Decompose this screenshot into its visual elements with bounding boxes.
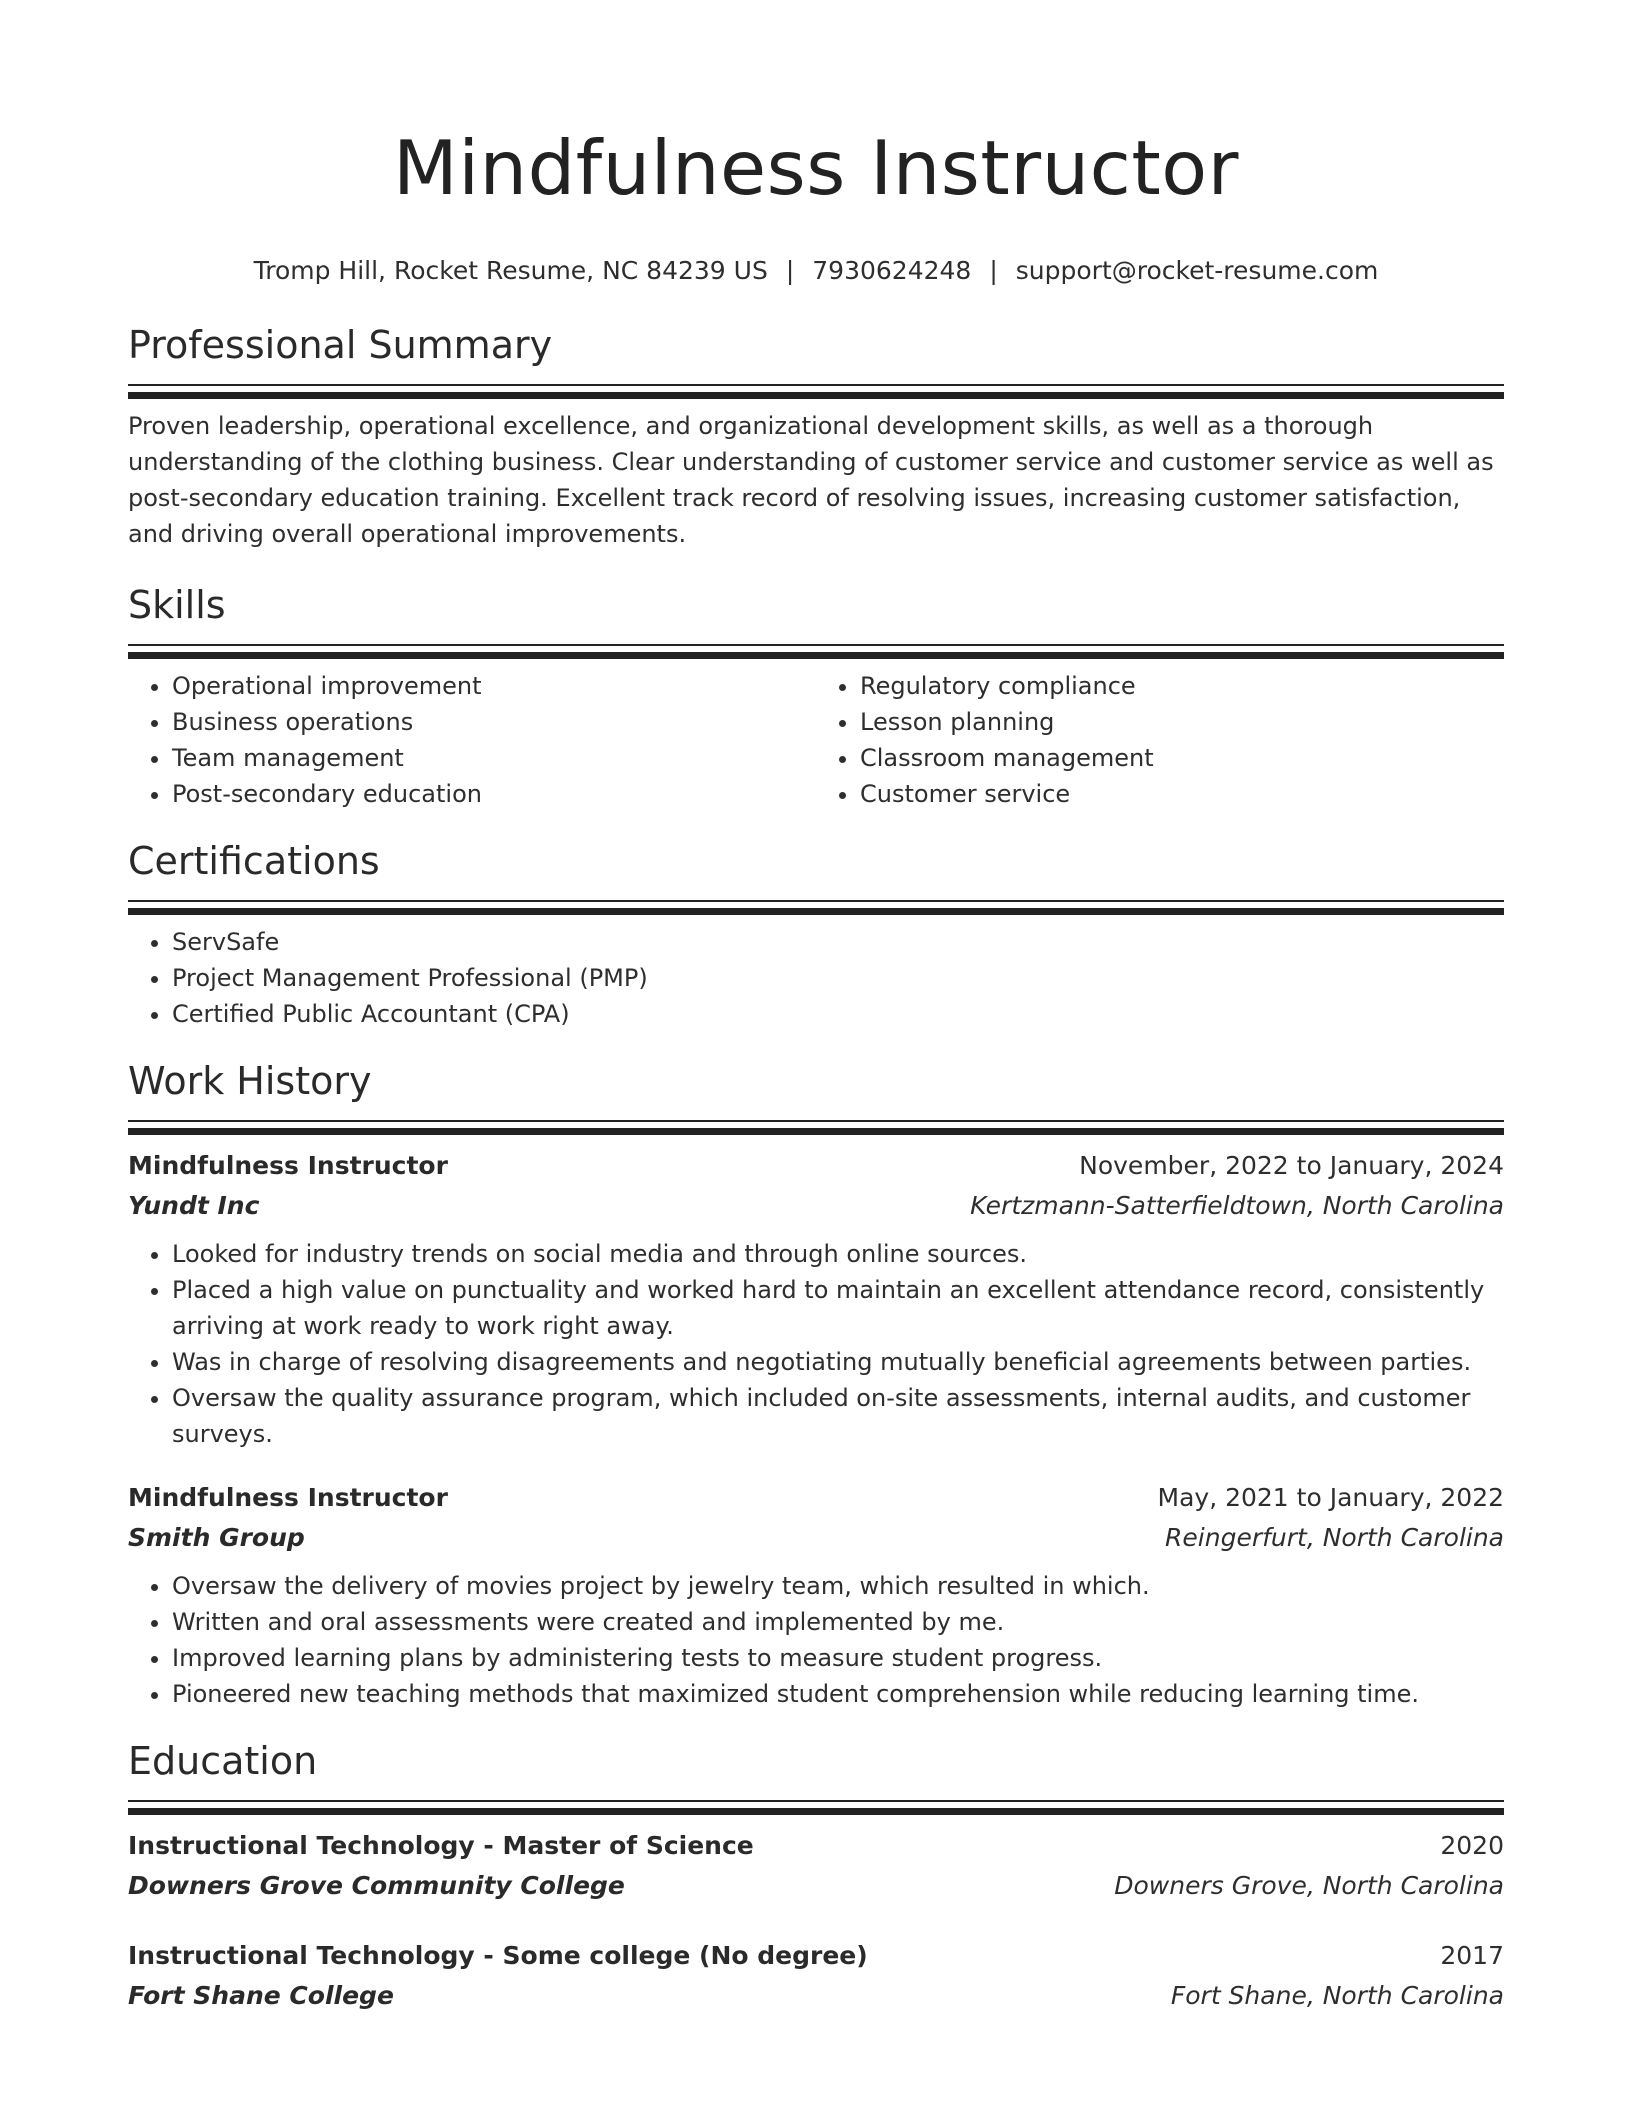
certification-item: • Certified Public Accountant (CPA) [172, 996, 1504, 1032]
skill-item: • Team management [172, 740, 816, 776]
job-location: Reingerfurt, North Carolina [1165, 1523, 1504, 1552]
skill-item: • Business operations [172, 704, 816, 740]
resume-name: Mindfulness Instructor [393, 124, 1239, 212]
job-location: Kertzmann-Satterfieldtown, North Carolina [970, 1191, 1504, 1220]
skill-item: • Operational improvement [172, 668, 816, 704]
skill-item: • Lesson planning [860, 704, 1504, 740]
job-bullet: • Placed a high value on punctuality and worked hard to maintain an excellent attendance record, consistently arriving at work ready to work right away. [172, 1272, 1504, 1344]
contact-phone: 7930624248 [812, 256, 972, 285]
job-bullet: • Was in charge of resolving disagreements and negotiating mutually beneficial agreements between parties. [172, 1344, 1504, 1380]
job-dates: May, 2021 to January, 2022 [1157, 1483, 1504, 1512]
skills-list-right [816, 668, 1504, 812]
education-year: 2020 [1440, 1831, 1504, 1860]
skill-item: • Regulatory compliance [860, 668, 1504, 704]
section-title-education: Education [128, 1739, 318, 1783]
summary-section [128, 320, 1504, 552]
work-history-section [128, 1056, 1504, 1712]
job-entry [128, 1478, 1504, 1712]
job-bullet: • Looked for industry trends on social media and through online sources. [172, 1236, 1504, 1272]
education-school: Downers Grove Community College [128, 1871, 625, 1900]
skill-item: • Customer service [860, 776, 1504, 812]
certifications-list [128, 924, 1504, 1032]
contact-email: support@rocket-resume.com [1015, 256, 1379, 285]
certification-item: • ServSafe [172, 924, 1504, 960]
education-degree: Instructional Technology - Master of Science [128, 1831, 754, 1860]
skills-grid [128, 668, 1504, 812]
section-title-summary: Professional Summary [128, 323, 553, 367]
job-bullet: • Written and oral assessments were created and implemented by me. [172, 1604, 1504, 1640]
section-title-skills: Skills [128, 583, 226, 627]
education-location: Fort Shane, North Carolina [1170, 1981, 1504, 2010]
job-bullet: • Improved learning plans by administering tests to measure student progress. [172, 1640, 1504, 1676]
job-dates: November, 2022 to January, 2024 [1079, 1151, 1504, 1180]
job-entry [128, 1146, 1504, 1452]
section-divider [128, 384, 1504, 390]
education-entry [128, 1826, 1504, 1906]
skill-item: • Classroom management [860, 740, 1504, 776]
education-school: Fort Shane College [128, 1981, 394, 2010]
skill-item: • Post-secondary education [172, 776, 816, 812]
education-entry [128, 1936, 1504, 2016]
section-divider [128, 1120, 1504, 1126]
skills-list-left [128, 668, 816, 812]
section-divider [128, 1800, 1504, 1806]
job-title: Mindfulness Instructor [128, 1483, 448, 1512]
job-bullets [128, 1236, 1504, 1452]
section-divider [128, 644, 1504, 650]
contact-separator: | [989, 256, 998, 285]
job-bullet: • Oversaw the delivery of movies project by jewelry team, which resulted in which. [172, 1568, 1504, 1604]
education-year: 2017 [1440, 1941, 1504, 1970]
education-section [128, 1736, 1504, 2016]
education-location: Downers Grove, North Carolina [1114, 1871, 1504, 1900]
section-title-work-history: Work History [128, 1059, 372, 1103]
job-company: Smith Group [128, 1523, 305, 1552]
job-company: Yundt Inc [128, 1191, 260, 1220]
job-title: Mindfulness Instructor [128, 1151, 448, 1180]
job-bullet: • Pioneered new teaching methods that maximized student comprehension while reducing learning time. [172, 1676, 1504, 1712]
certification-item: • Project Management Professional (PMP) [172, 960, 1504, 996]
section-divider [128, 900, 1504, 906]
skills-section [128, 580, 1504, 812]
section-title-certifications: Certifications [128, 839, 380, 883]
contact-separator: | [785, 256, 795, 285]
summary-text: Proven leadership, operational excellence, and organizational development skills, as well as a thorough understanding of the clothing business. Clear understanding of customer service and customer service as well as post-secondary education training. Excellent track record of resolving issues, increasing customer satisfaction, and driving overall operational improvements. [128, 412, 1494, 548]
job-bullet: • Oversaw the quality assurance program, which included on-site assessments, internal audits, and customer surveys. [172, 1380, 1504, 1452]
contact-line [128, 254, 1504, 288]
job-bullets [128, 1568, 1504, 1712]
certifications-section [128, 836, 1504, 1032]
education-degree: Instructional Technology - Some college (No degree) [128, 1941, 868, 1970]
contact-address: Tromp Hill, Rocket Resume, NC 84239 US [253, 256, 768, 285]
